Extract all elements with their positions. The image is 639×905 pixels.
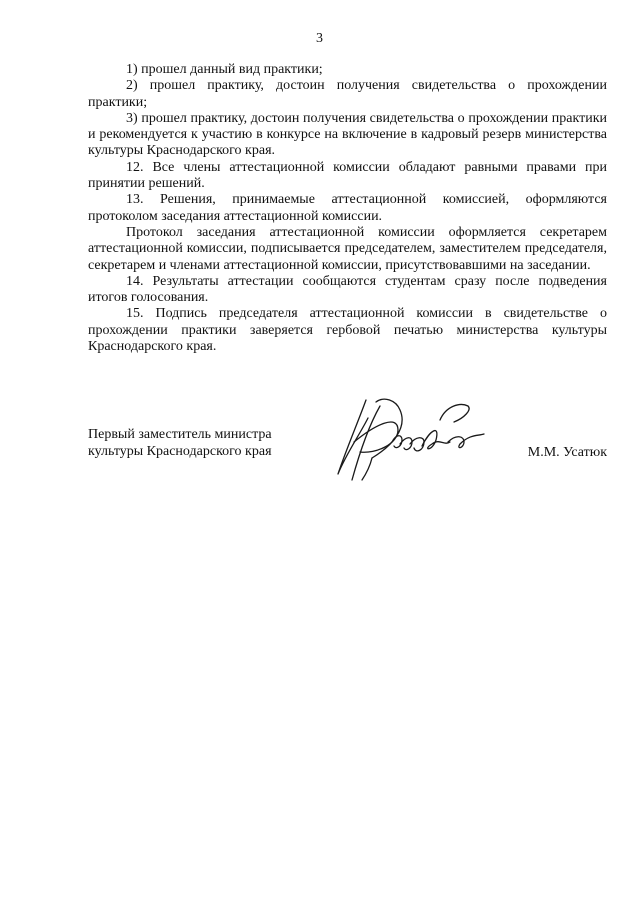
page-number: 3 [316,31,323,46]
list-item-1: 1) прошел данный вид практики; [126,62,323,77]
protocol-paragraph: Протокол заседания аттестационной комиссии оформляется секретарем аттестационной комиссии, подписывается председателем, заместителем председателя, секретарем и членами аттестационной комиссии, присутствовавшими на заседании. [88,224,607,273]
list-item-3: 3) прошел практику, достоин получения свидетельства о прохождении практики и рекомендуется к участию в конкурсе на включение в кадровый резерв министерства культуры Краснодарского края. [88,110,607,159]
clause-14: 14. Результаты аттестации сообщаются студентам сразу после подведения итогов голосования. [88,273,607,306]
list-item-2: 2) прошел практику, достоин получения свидетельства о прохождении практики; [88,78,607,110]
clause-15: 15. Подпись председателя аттестационной комиссии в свидетельстве о прохождении практики заверяется гербовой печатью министерства культуры Краснодарского края. [88,306,607,355]
signer-name: М.М. Усатюк [527,445,607,460]
signer-title-line-2: культуры Краснодарского края [88,444,272,459]
handwritten-signature [336,394,496,490]
document-body [88,62,607,355]
clause-12: 12. Все члены аттестационной комиссии обладают равными правами при принятии решений. [88,159,607,192]
signer-title-line-1: Первый заместитель министра [88,427,272,442]
signer-title [88,426,272,460]
signature-block [88,426,607,486]
clause-13: 13. Решения, принимаемые аттестационной комиссией, оформляются протоколом заседания аттестационной комиссии. [88,192,607,224]
